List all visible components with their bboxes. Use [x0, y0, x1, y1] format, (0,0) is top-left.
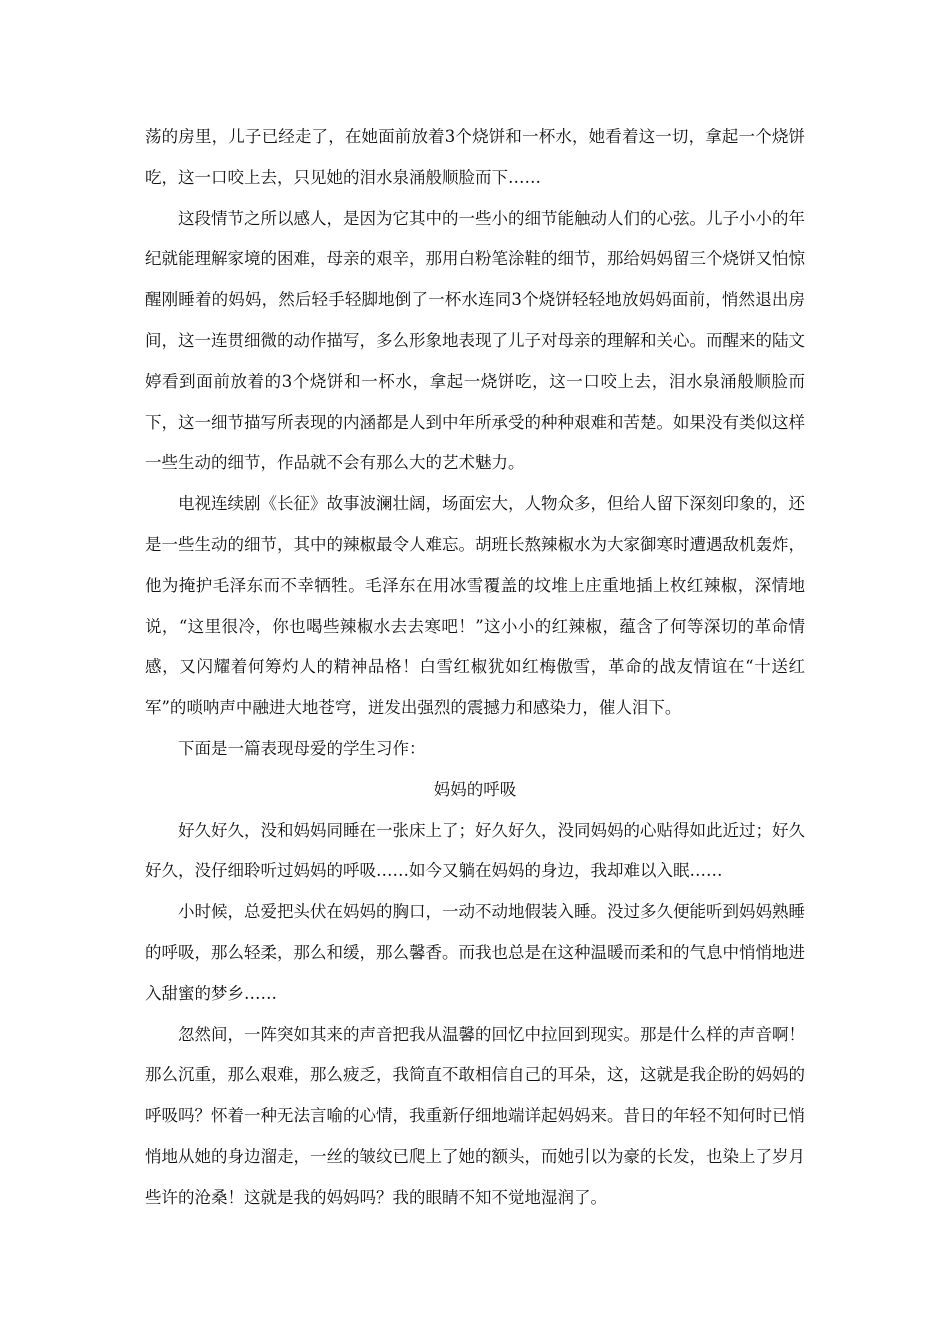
- essay-paragraph-1: 好久好久，没和妈妈同睡在一张床上了；好久好久，没同妈妈的心贴得如此近过；好久好久，没仔细聆听过妈妈的呼吸……如今又躺在妈妈的身边，我却难以入眠……: [145, 820, 805, 881]
- paragraph-changzheng: 电视连续剧《长征》故事波澜壮阔，场面宏大，人物众多，但给人留下深刻印象的，还是一些生动的细节，其中的辣椒最令人难忘。胡班长熬辣椒水为大家御寒时遭遇敌机轰炸，他为掩护毛泽东而不幸牺牲。毛泽东在用冰雪覆盖的坟堆上庄重地插上枚红辣椒，深情地说，“这里很冷，你也喝些辣椒水去去寒吧！”这小小的红辣椒，蕴含了何等深切的革命情感，又闪耀着何筹灼人的精神品格！白雪红椒犹如红梅傲雪，革命的战友情谊在“十送红军”的唢呐声中融进大地苍穹，迸发出强烈的震撼力和感染力，催人泪下。: [145, 494, 805, 718]
- paragraph-intro-essay: 下面是一篇表现母爱的学生习作：: [178, 738, 426, 758]
- essay-paragraph-3: 忽然间，一阵突如其来的声音把我从温馨的回忆中拉回到现实。那是什么样的声音啊！那么沉重，那么艰难，那么疲乏，我简直不敢相信自己的耳朵，这，这就是我企盼的妈妈的呼吸吗？怀着一种无法言喻的心情，我重新仔细地端详起妈妈来。昔日的年轻不知何时已悄悄地从她的身边溜走，一丝的皱纹已爬上了她的额头，而她引以为豪的长发，也染上了岁月些许的沧桑！这就是我的妈妈吗？我的眼睛不知不觉地湿润了。: [145, 1024, 805, 1207]
- document-body: [145, 117, 805, 1219]
- essay-paragraph-2: 小时候，总爱把头伏在妈妈的胸口，一动不动地假装入睡。没过多久便能听到妈妈熟睡的呼吸，那么轻柔，那么和缓，那么馨香。而我也总是在这种温暖而柔和的气息中悄悄地进入甜蜜的梦乡……: [145, 902, 805, 1003]
- paragraph-continuation: 荡的房里，儿子已经走了，在她面前放着3个烧饼和一杯水，她看着这一切，拿起一个烧饼吃，这一口咬上去，只见她的泪水泉涌般顺脸而下……: [145, 127, 805, 187]
- paragraph-analysis: 这段情节之所以感人，是因为它其中的一些小的细节能触动人们的心弦。儿子小小的年纪就能理解家境的困难，母亲的艰辛，那用白粉笔涂鞋的细节，那给妈妈留三个烧饼又怕惊醒刚睡着的妈妈，然后轻手轻脚地倒了一杯水连同3个烧饼轻轻地放妈妈面前，悄然退出房间，这一连贯细微的动作描写，多么形象地表现了儿子对母亲的理解和关心。而醒来的陆文婷看到面前放着的3个烧饼和一杯水，拿起一烧饼吃，这一口咬上去，泪水泉涌般顺脸而下，这一细节描写所表现的内涵都是人到中年所承受的种种艰难和苦楚。如果没有类似这样一些生动的细节，作品就不会有那么大的艺术魅力。: [145, 208, 805, 473]
- essay-title: 妈妈的呼吸: [433, 779, 517, 799]
